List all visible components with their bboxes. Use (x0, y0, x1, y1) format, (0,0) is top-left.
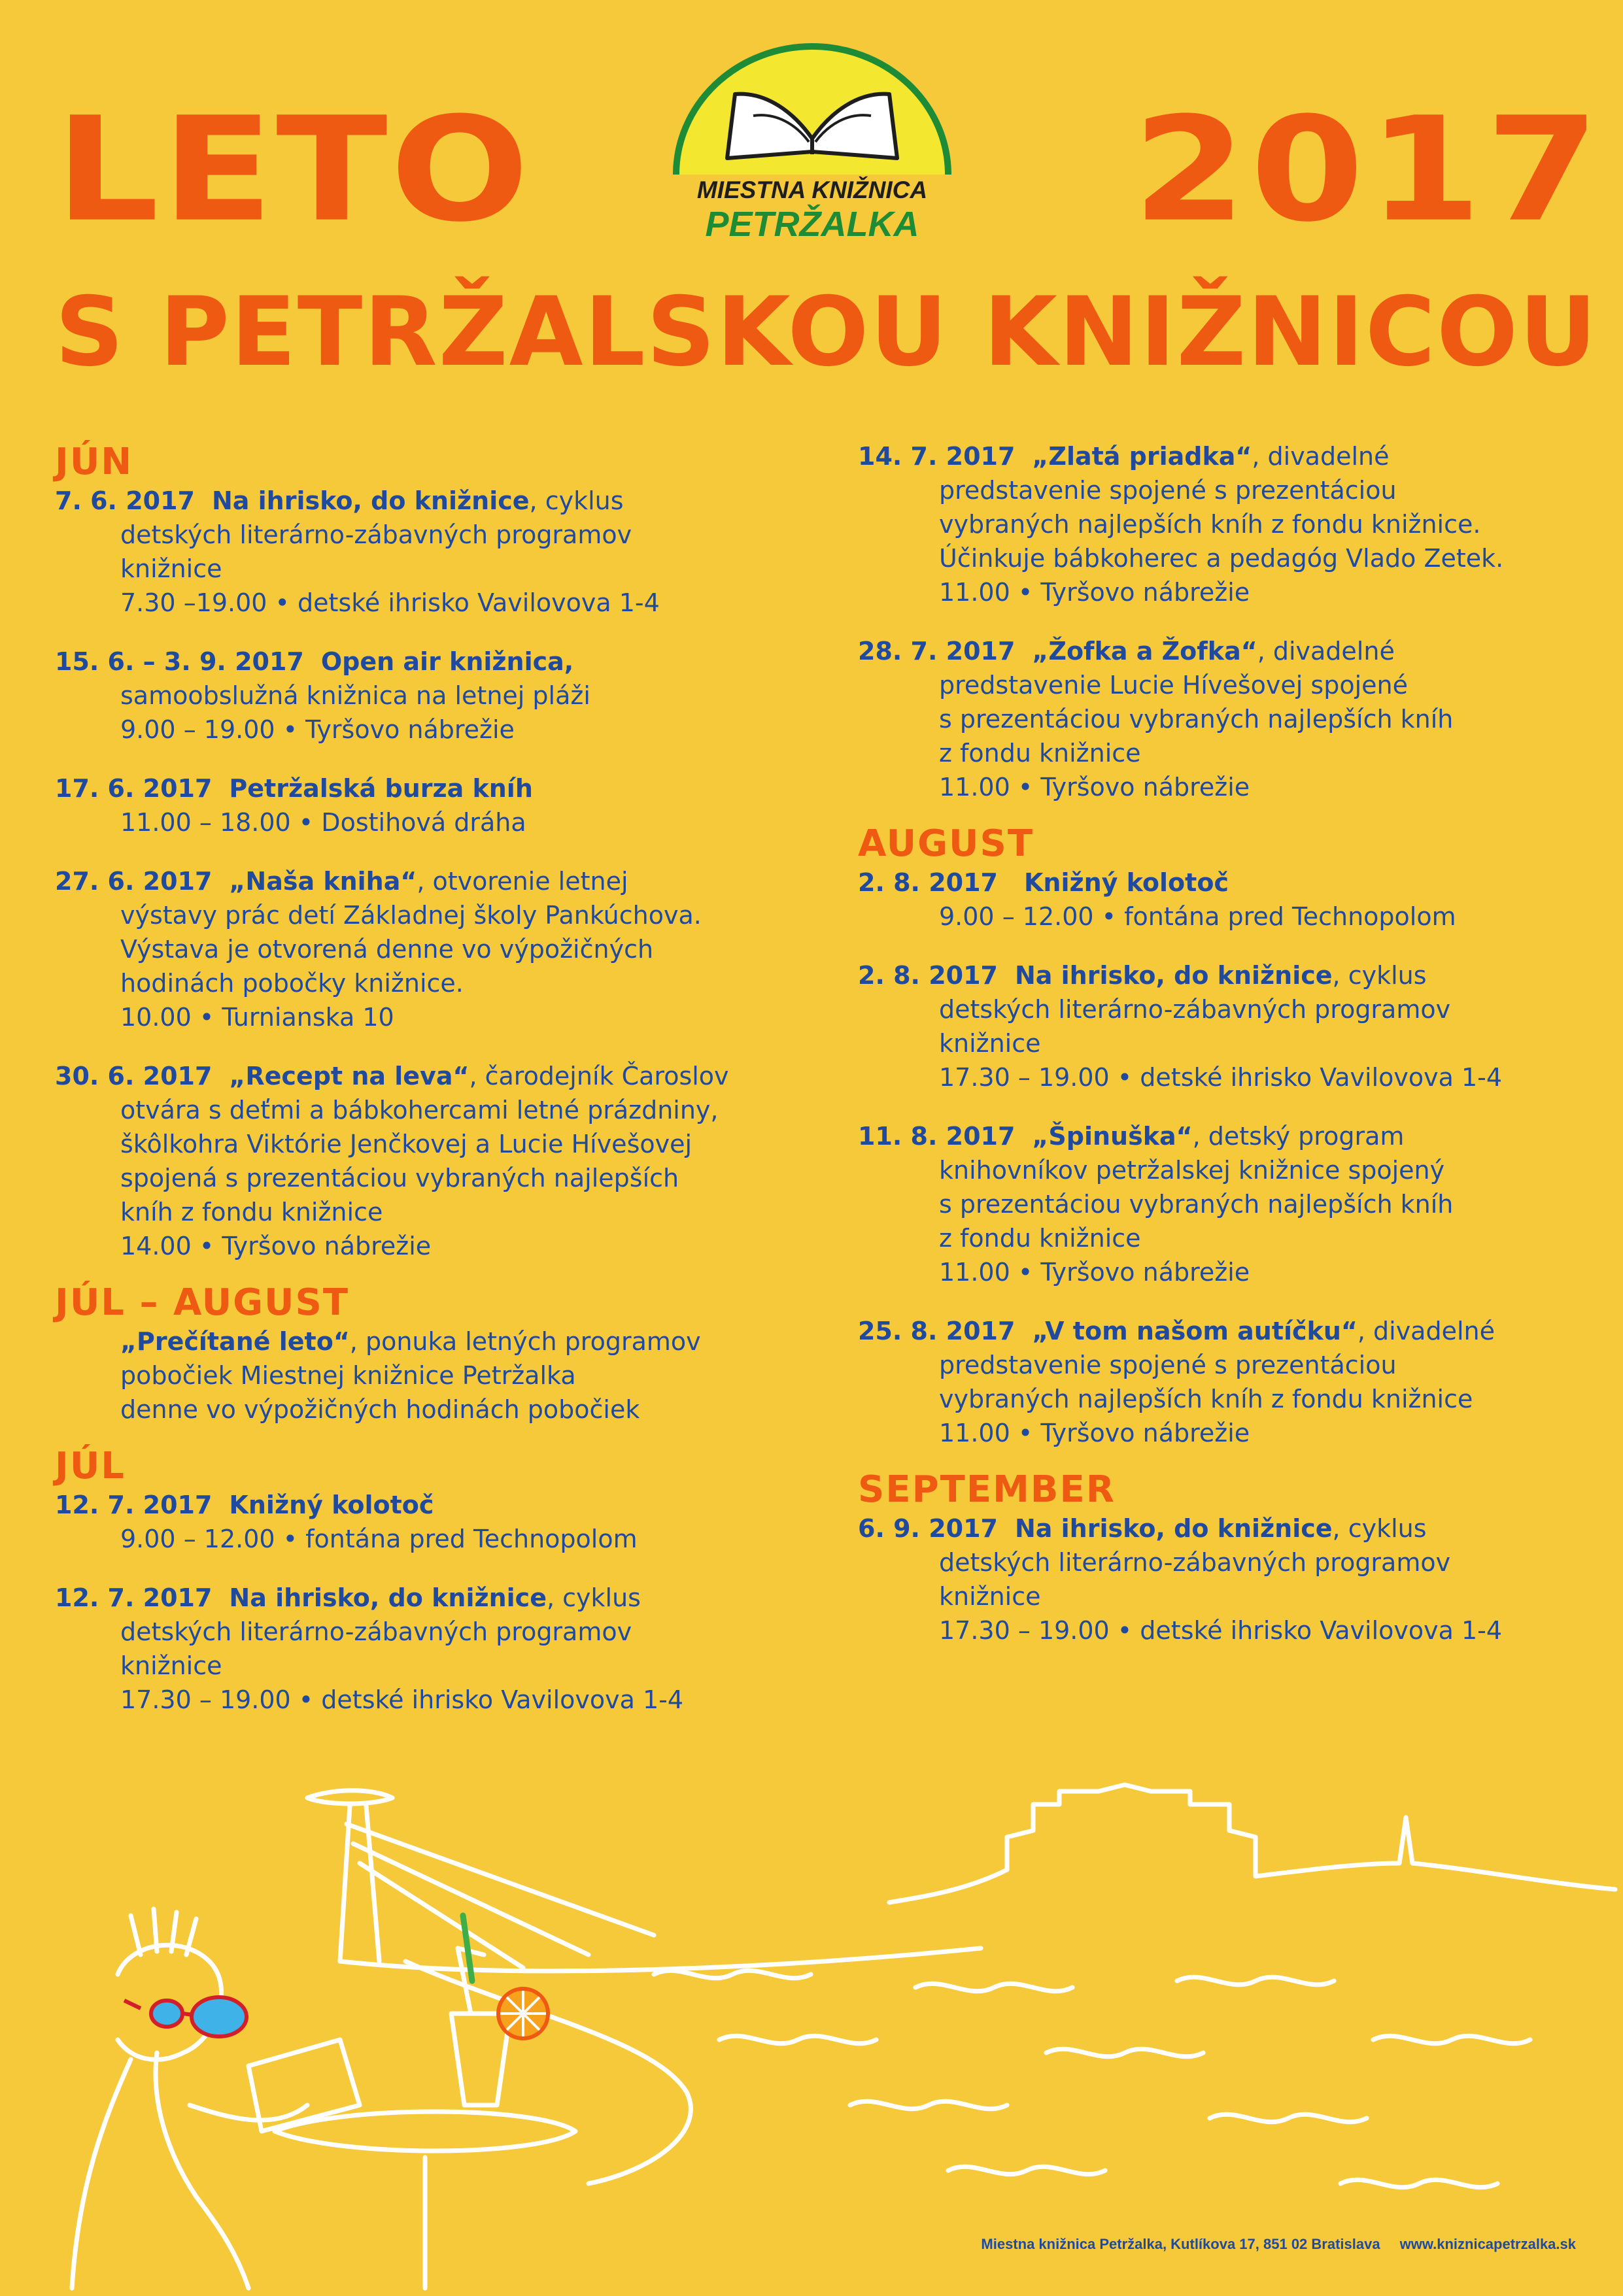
event-title: „Prečítané leto“ (120, 1327, 350, 1356)
event-desc: knižnice (120, 1651, 222, 1680)
event-item (55, 771, 840, 839)
event-desc: knižnice (939, 1029, 1041, 1058)
event-date: 28. 7. 2017 (858, 637, 1016, 666)
event-time-place: 10.00 • Turnianska 10 (120, 1003, 394, 1032)
event-desc: knihovníkov petržalskej knižnice spojený (939, 1156, 1445, 1185)
event-date: 6. 9. 2017 (858, 1514, 998, 1543)
event-desc: s prezentáciou vybraných najlepších kníh (939, 705, 1454, 734)
event-item (55, 1059, 840, 1263)
event-desc: predstavenie spojené s prezentáciou (939, 476, 1397, 505)
month-title-jun: JÚN (55, 441, 133, 483)
event-desc: detských literárno-zábavných programov (939, 1548, 1451, 1577)
event-title: „Špinuška“ (1032, 1122, 1193, 1151)
open-book-sun-icon (662, 41, 963, 178)
event-time-place: 17.30 – 19.00 • detské ihrisko Vavilovova 1-4 (939, 1063, 1503, 1092)
event-time-place: 11.00 • Tyršovo nábrežie (939, 578, 1250, 607)
event-desc: detských literárno-zábavných programov (939, 995, 1451, 1024)
event-desc: kníh z fondu knižnice (120, 1198, 383, 1226)
event-time-place: 17.30 – 19.00 • detské ihrisko Vavilovova 1-4 (120, 1685, 684, 1714)
event-desc: Výstava je otvorená denne vo výpožičných (120, 935, 654, 964)
event-desc: knižnice (120, 554, 222, 583)
event-item (858, 958, 1623, 1094)
event-item (55, 645, 840, 747)
event-date: 17. 6. 2017 (55, 774, 213, 803)
event-desc: výstavy prác detí Základnej školy Pankúchova. (120, 901, 702, 930)
event-desc: denne vo výpožičných hodinách pobočiek (120, 1395, 640, 1424)
event-title: Knižný kolotoč (1023, 868, 1229, 897)
month-title-jul-august: JÚL – AUGUST (55, 1281, 350, 1324)
event-title: „V tom našom autíčku“ (1032, 1317, 1358, 1345)
event-item (858, 439, 1623, 609)
title-year: 2017 (1133, 86, 1603, 254)
event-text: , cyklus (1332, 961, 1427, 990)
event-desc: s prezentáciou vybraných najlepších kníh (939, 1190, 1454, 1219)
event-item (55, 1325, 840, 1427)
event-date: 11. 8. 2017 (858, 1122, 1016, 1151)
event-desc: predstavenie Lucie Hívešovej spojené (939, 671, 1408, 700)
event-desc: spojená s prezentáciou vybraných najlepších (120, 1164, 679, 1192)
event-desc: detských literárno-zábavných programov (120, 520, 632, 549)
logo-text-petrzalka: PETRŽALKA (705, 205, 919, 244)
subtitle: S PETRŽALSKOU KNIŽNICOU (55, 277, 1598, 388)
event-time-place: 11.00 – 18.00 • Dostihová dráha (120, 808, 526, 837)
event-title: „Naša kniha“ (229, 867, 417, 896)
event-time-place: 7.30 –19.00 • detské ihrisko Vavilovova 1-4 (120, 588, 660, 617)
bridge-ufo-icon (307, 1791, 392, 1804)
castle-icon (889, 1785, 1615, 1902)
event-desc: vybraných najlepších kníh z fondu knižnice. (939, 510, 1481, 539)
event-time-place: 9.00 – 12.00 • fontána pred Technopolom (120, 1525, 638, 1553)
event-item (858, 1314, 1623, 1450)
event-title: Open air knižnica, (320, 647, 574, 676)
event-title: „Recept na leva“ (229, 1062, 470, 1090)
event-item (55, 1581, 840, 1717)
event-text: , divadelné (1257, 637, 1395, 666)
event-title: „Zlatá priadka“ (1032, 442, 1252, 471)
event-date: 12. 7. 2017 (55, 1491, 213, 1519)
event-title: Knižný kolotoč (229, 1491, 434, 1519)
month-title-september: SEPTEMBER (858, 1468, 1116, 1511)
event-item (858, 1511, 1623, 1647)
event-text: , detský program (1192, 1122, 1405, 1151)
event-desc: škôlkohra Viktórie Jenčkovej a Lucie Hívešovej (120, 1130, 692, 1158)
event-date: 25. 8. 2017 (858, 1317, 1016, 1345)
event-title: Na ihrisko, do knižnice (229, 1583, 547, 1612)
event-text: , ponuka letných programov (349, 1327, 701, 1356)
event-desc: Účinkuje bábkoherec a pedagóg Vlado Zetek. (939, 544, 1504, 573)
event-desc: samoobslužná knižnica na letnej pláži (120, 681, 590, 710)
summer-bratislava-illustration (0, 1765, 1623, 2296)
event-date: 12. 7. 2017 (55, 1583, 213, 1612)
event-item (55, 484, 840, 620)
event-text: , divadelné (1252, 442, 1390, 471)
footer (654, 2236, 1576, 2253)
orange-slice-icon (498, 1989, 548, 2038)
event-desc: knižnice (939, 1582, 1041, 1611)
event-time-place: 14.00 • Tyršovo nábrežie (120, 1232, 432, 1260)
event-desc: hodinách pobočky knižnice. (120, 969, 464, 998)
title-leto: LETO (55, 86, 532, 254)
event-text: , divadelné (1357, 1317, 1495, 1345)
event-text: , cyklus (529, 486, 624, 515)
event-title: Na ihrisko, do knižnice (1014, 961, 1333, 990)
event-title: Petržalská burza kníh (229, 774, 533, 803)
footer-address: Miestna knižnica Petržalka, Kutlíkova 17, 851 02 Bratislava (981, 2236, 1380, 2252)
event-title: Na ihrisko, do knižnice (211, 486, 530, 515)
event-item (858, 1119, 1623, 1289)
event-time-place: 11.00 • Tyršovo nábrežie (939, 773, 1250, 802)
event-desc: z fondu knižnice (939, 739, 1141, 768)
event-text: , otvorenie letnej (417, 867, 628, 896)
logo-text-miestna-kniznica: MIESTNA KNIŽNICA (696, 177, 928, 203)
event-time-place: 9.00 – 12.00 • fontána pred Technopolom (939, 902, 1456, 931)
event-desc: pobočiek Miestnej knižnice Petržalka (120, 1361, 576, 1390)
event-date: 15. 6. – 3. 9. 2017 (55, 647, 304, 676)
event-date: 30. 6. 2017 (55, 1062, 213, 1090)
event-item (55, 864, 840, 1034)
event-desc: detských literárno-zábavných programov (120, 1617, 632, 1646)
event-item (858, 634, 1623, 804)
event-desc: z fondu knižnice (939, 1224, 1141, 1253)
event-text: , cyklus (546, 1583, 641, 1612)
event-desc: vybraných najlepších kníh z fondu knižnice (939, 1385, 1473, 1413)
event-time-place: 11.00 • Tyršovo nábrežie (939, 1419, 1250, 1447)
event-date: 14. 7. 2017 (858, 442, 1016, 471)
event-date: 7. 6. 2017 (55, 486, 195, 515)
month-title-august: AUGUST (858, 822, 1034, 865)
event-date: 27. 6. 2017 (55, 867, 213, 896)
event-time-place: 11.00 • Tyršovo nábrežie (939, 1258, 1250, 1287)
right-column (858, 442, 1623, 1647)
left-column (55, 442, 840, 1717)
event-time-place: 9.00 – 19.00 • Tyršovo nábrežie (120, 715, 515, 744)
event-item (55, 1488, 840, 1556)
month-title-jul: JÚL (55, 1445, 126, 1487)
sunglasses-icon (124, 1997, 247, 2036)
event-time-place: 17.30 – 19.00 • detské ihrisko Vavilovova 1-4 (939, 1616, 1503, 1645)
event-title: Na ihrisko, do knižnice (1014, 1514, 1333, 1543)
library-logo (662, 41, 963, 250)
footer-website-link[interactable]: www.kniznicapetrzalka.sk (1399, 2236, 1576, 2252)
event-text: , cyklus (1332, 1514, 1427, 1543)
event-desc: otvára s deťmi a bábkohercami letné prázdniny, (120, 1096, 719, 1124)
event-item (858, 866, 1623, 934)
event-text: , čarodejník Čaroslov (469, 1062, 729, 1090)
event-date: 2. 8. 2017 (858, 961, 998, 990)
event-desc: predstavenie spojené s prezentáciou (939, 1351, 1397, 1379)
event-title: „Žofka a Žofka“ (1032, 637, 1257, 666)
event-date: 2. 8. 2017 (858, 868, 998, 897)
